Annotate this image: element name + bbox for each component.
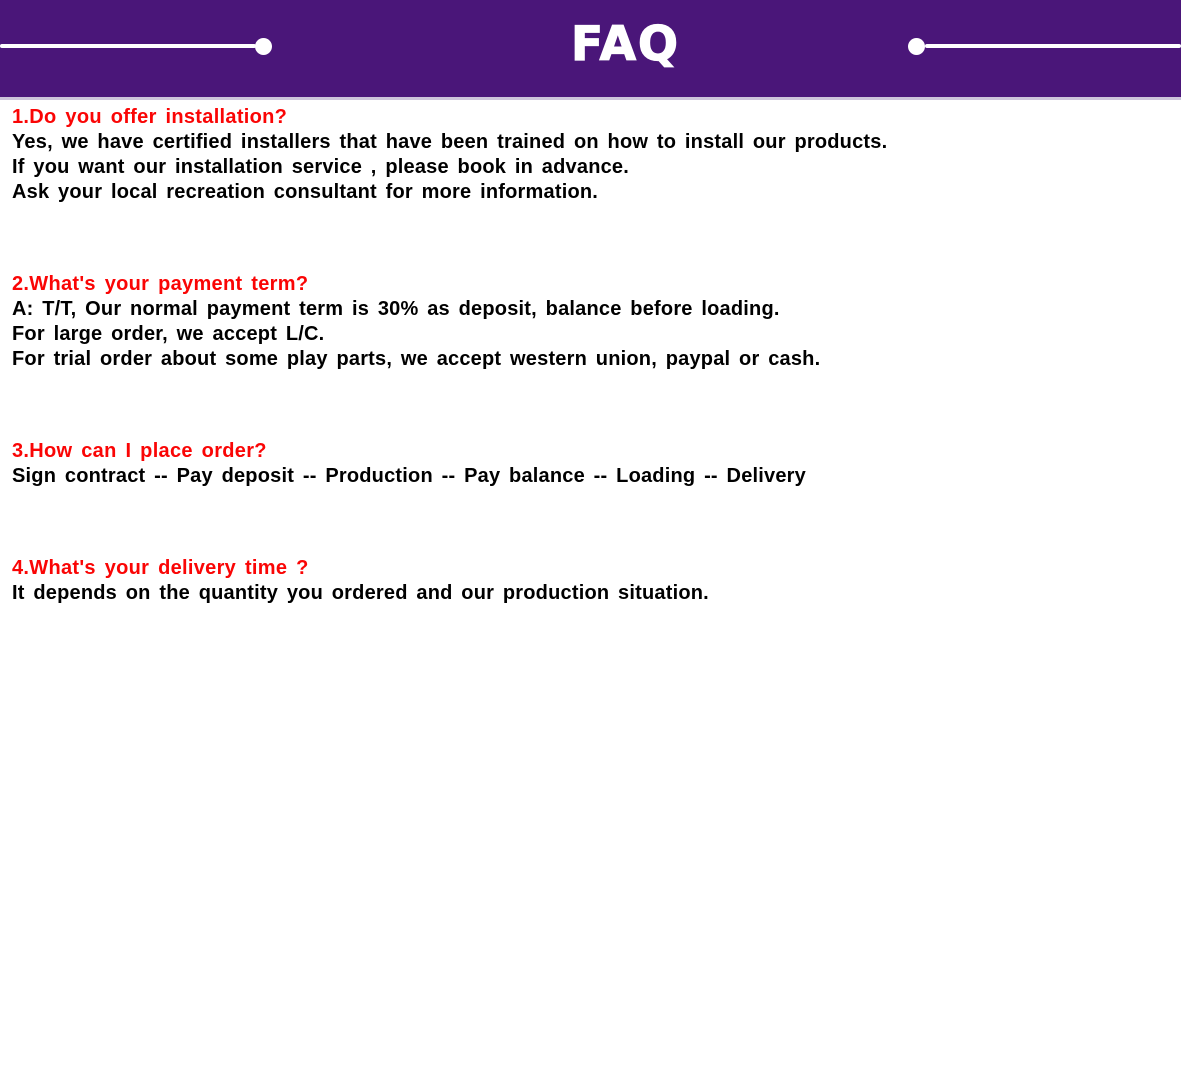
faq-answer: Sign contract -- Pay deposit -- Production -- Pay balance -- Loading -- Delivery (12, 465, 806, 487)
faq-answer: For large order, we accept L/C. (12, 323, 325, 345)
right-decor-line (925, 44, 1181, 48)
faq-answer: Yes, we have certified installers that have been trained on how to install our products. (12, 131, 888, 153)
faq-answer: For trial order about some play parts, we accept western union, paypal or cash. (12, 348, 821, 370)
faq-question: 4.What's your delivery time ? (12, 557, 309, 579)
faq-answer: Ask your local recreation consultant for more information. (12, 181, 599, 203)
faq-list (0, 100, 1181, 606)
faq-question: 3.How can I place order? (12, 440, 267, 462)
faq-answer: If you want our installation service , please book in advance. (12, 156, 630, 178)
faq-answer: It depends on the quantity you ordered and our production situation. (12, 582, 709, 604)
faq-question: 2.What's your payment term? (12, 273, 309, 295)
right-decor-dot (908, 38, 925, 55)
page-title: FAQ (570, 17, 681, 72)
faq-item (12, 272, 1171, 372)
faq-question: 1.Do you offer installation? (12, 106, 288, 128)
faq-item (12, 105, 1171, 205)
header-band (0, 0, 1181, 100)
faq-answer: A: T/T, Our normal payment term is 30% as deposit, balance before loading. (12, 298, 780, 320)
faq-item (12, 556, 1171, 606)
faq-item (12, 439, 1171, 489)
